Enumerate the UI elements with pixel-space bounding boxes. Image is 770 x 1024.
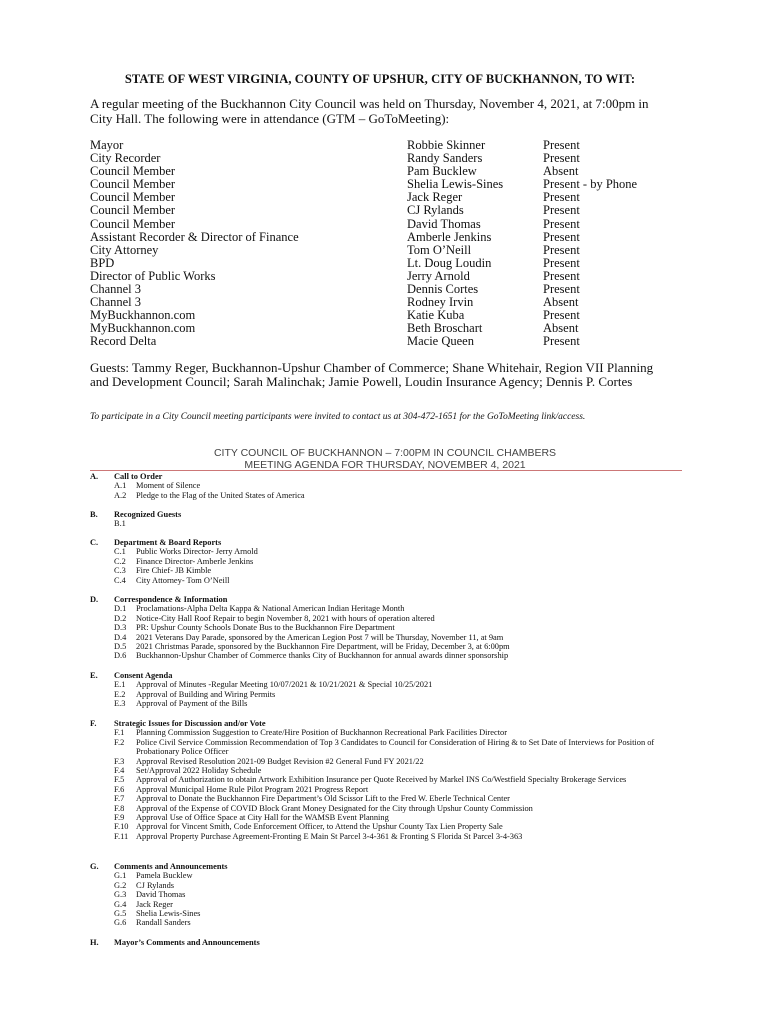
attendance-status: Present	[543, 203, 580, 218]
agenda-section-letter: E.	[90, 671, 98, 680]
attendance-name: Beth Broschart	[407, 321, 483, 336]
agenda-section-letter: H.	[90, 938, 99, 947]
attendance-role: MyBuckhannon.com	[90, 321, 196, 336]
attendance-role: Council Member	[90, 190, 176, 205]
agenda-item	[90, 651, 690, 660]
attendance-name: Robbie Skinner	[407, 138, 486, 152]
agenda-section-heading	[90, 719, 690, 728]
attendance-role: Record Delta	[90, 334, 157, 349]
attendance-name: Macie Queen	[407, 334, 474, 349]
agenda-section-title: Consent Agenda	[114, 671, 173, 680]
agenda-item-text: Approval Revised Resolution 2021-09 Budget Revision #2 General Fund FY 2021/22	[136, 756, 424, 766]
agenda-item	[90, 738, 690, 757]
agenda-item-code: G.1	[114, 871, 127, 881]
attendance-status: Present	[543, 242, 580, 257]
agenda-item	[90, 757, 690, 766]
attendance-name: Randy Sanders	[407, 151, 483, 166]
attendance-name: David Thomas	[407, 216, 481, 231]
agenda-section	[90, 472, 690, 500]
agenda-item-text: Finance Director- Amberle Jenkins	[136, 556, 254, 566]
agenda-item-code: F.1	[114, 728, 125, 738]
agenda-item	[90, 804, 690, 813]
attendance-status: Present	[543, 308, 580, 323]
attendance-name: Shelia Lewis-Sines	[407, 177, 504, 192]
agenda-item-code: F.3	[114, 756, 125, 766]
agenda-item	[90, 775, 690, 784]
agenda-item-text: Approval for Vincent Smith, Code Enforcement Officer, to Attend the Upshur County Tax Lien Property Sale	[136, 822, 503, 832]
agenda-item	[90, 566, 690, 575]
attendance-role: Assistant Recorder & Director of Finance	[90, 229, 299, 244]
guests-paragraph: Guests: Tammy Reger, Buckhannon-Upshur Chamber of Commerce; Shane Whitehair, Region VII Planning and Development Council; Sarah Malinchak; Jamie Powell, Loudin Insurance Agency; Dennis P. Cortes	[90, 360, 654, 390]
agenda-item-text: CJ Rylands	[136, 880, 175, 890]
agenda-item-code: F.8	[114, 803, 125, 813]
agenda-item-code: G.3	[114, 890, 127, 900]
agenda-item-code: A.1	[114, 481, 127, 491]
agenda-item-text: Moment of Silence	[136, 481, 201, 491]
agenda-item-code: F.5	[114, 775, 125, 785]
agenda-section-title: Mayor’s Comments and Announcements	[114, 938, 260, 947]
attendance-role: City Recorder	[90, 151, 161, 166]
agenda-section-letter: F.	[90, 719, 97, 728]
agenda-section-title: Strategic Issues for Discussion and/or Vote	[114, 719, 266, 728]
agenda-item-code: B.1	[114, 519, 126, 529]
agenda-item-code: G.5	[114, 909, 127, 919]
agenda-item-code: D.2	[114, 613, 127, 623]
attendance-row	[90, 204, 637, 217]
agenda-section-letter: B.	[90, 510, 98, 519]
agenda-item-text: PR: Upshur County Schools Donate Bus to the Buckhannon Fire Department	[136, 623, 395, 633]
agenda-item	[90, 822, 690, 831]
attendance-status: Absent	[543, 295, 579, 310]
agenda-item-text: Fire Chief- JB Kimble	[136, 566, 212, 576]
agenda-divider	[90, 470, 682, 471]
attendance-status: Present	[543, 255, 580, 270]
attendance-status: Present - by Phone	[543, 177, 638, 192]
agenda-item-code: F.6	[114, 784, 125, 794]
agenda-item-text	[136, 519, 690, 528]
agenda-item-code: D.5	[114, 642, 127, 652]
agenda-item	[90, 918, 690, 927]
agenda-item-text: Approval of Minutes -Regular Meeting 10/07/2021 & 10/21/2021 & Special 10/25/2021	[136, 680, 433, 690]
agenda-section	[90, 862, 690, 928]
attendance-status: Present	[543, 151, 580, 166]
agenda-item-code: F.2	[114, 737, 125, 747]
agenda-item	[90, 871, 690, 880]
agenda-item	[90, 623, 690, 632]
attendance-status: Absent	[543, 321, 579, 336]
attendance-role: Channel 3	[90, 295, 142, 310]
attendance-row	[90, 244, 637, 257]
agenda-item-code: F.10	[114, 822, 129, 832]
agenda-item-text: Notice-City Hall Roof Repair to begin November 8, 2021 with hours of operation altered	[136, 613, 435, 623]
agenda-item	[90, 557, 690, 566]
agenda-item	[90, 576, 690, 585]
agenda-item	[90, 766, 690, 775]
agenda-item-code: D.3	[114, 623, 127, 633]
agenda-item-text: David Thomas	[136, 890, 186, 900]
agenda-item-text: Approval of Building and Wiring Permits	[136, 689, 276, 699]
agenda-item	[90, 547, 690, 556]
agenda-item-code: C.3	[114, 566, 126, 576]
attendance-name: CJ Rylands	[407, 203, 464, 218]
agenda-section-heading	[90, 510, 690, 519]
agenda-item-text: Approval Property Purchase Agreement-Fronting E Main St Parcel 3-4-361 & Fronting S Florida St Parcel 3-4-363	[136, 831, 523, 841]
agenda-item	[90, 728, 690, 737]
attendance-role: Director of Public Works	[90, 268, 216, 283]
agenda-section-heading	[90, 472, 690, 481]
agenda-item-code: D.6	[114, 651, 127, 661]
agenda-item	[90, 633, 690, 642]
agenda-item-code: G.6	[114, 918, 127, 928]
agenda-item	[90, 813, 690, 822]
attendance-row	[90, 218, 637, 231]
agenda-item-text: Public Works Director- Jerry Arnold	[136, 547, 258, 557]
agenda-section-letter: C.	[90, 538, 99, 547]
agenda-section-heading	[90, 671, 690, 680]
agenda-item-code: A.2	[114, 490, 127, 500]
agenda-item-text: Approval to Donate the Buckhannon Fire Department’s Old Scissor Lift to the Fred W. Eberle Technical Center	[136, 794, 510, 804]
agenda-item	[90, 785, 690, 794]
agenda-item-text: Jack Reger	[136, 899, 173, 909]
agenda-item-code: C.1	[114, 547, 126, 557]
agenda-header-line1: CITY COUNCIL OF BUCKHANNON – 7:00PM IN COUNCIL CHAMBERS	[213, 447, 557, 459]
attendance-status: Present	[543, 138, 580, 152]
attendance-role: Council Member	[90, 164, 176, 179]
agenda-item	[90, 881, 690, 890]
attendance-role: Council Member	[90, 216, 176, 231]
agenda-item-text: 2021 Veterans Day Parade, sponsored by the American Legion Post 7 will be Thursday, November 11, at 9am	[136, 632, 504, 642]
agenda-section-letter: G.	[90, 862, 99, 871]
agenda-item-code: G.4	[114, 899, 127, 909]
agenda-item	[90, 699, 690, 708]
agenda-item-text: Planning Commission Suggestion to Create/Hire Position of Buckhannon Recreational Park Facilities Director	[136, 728, 508, 738]
agenda-item-code: E.3	[114, 699, 126, 709]
attendance-name: Dennis Cortes	[407, 282, 479, 297]
agenda-item-text: Approval Municipal Home Rule Pilot Program 2021 Progress Report	[136, 784, 369, 794]
agenda-item-code: F.4	[114, 766, 125, 776]
agenda-item-text: Randall Sanders	[136, 918, 191, 928]
attendance-status: Present	[543, 268, 580, 283]
agenda-item-text: Buckhannon-Upshur Chamber of Commerce thanks City of Buckhannon for annual awards dinner sponsorship	[136, 651, 509, 661]
agenda-item	[90, 909, 690, 918]
attendance-role: BPD	[90, 255, 115, 270]
agenda-item	[90, 481, 690, 490]
agenda-section	[90, 938, 690, 947]
agenda-section-letter: A.	[90, 472, 99, 481]
agenda-header-line2: MEETING AGENDA FOR THURSDAY, NOVEMBER 4, 2021	[244, 459, 526, 471]
agenda-item	[90, 832, 690, 841]
agenda-item	[90, 794, 690, 803]
attendance-name: Katie Kuba	[407, 308, 465, 323]
attendance-role: MyBuckhannon.com	[90, 308, 196, 323]
attendance-status: Present	[543, 334, 580, 349]
agenda-item-text: Pamela Bucklew	[136, 871, 193, 881]
agenda-item-text: City Attorney- Tom O’Neill	[136, 575, 230, 585]
agenda-item-code: E.1	[114, 680, 126, 690]
attendance-name: Rodney Irvin	[407, 295, 474, 310]
attendance-name: Jack Reger	[407, 190, 463, 205]
agenda-section-title: Recognized Guests	[114, 510, 182, 519]
agenda-item-text: Proclamations-Alpha Delta Kappa & National American Indian Heritage Month	[136, 604, 405, 614]
agenda-item-code: D.1	[114, 604, 127, 614]
attendance-name: Tom O’Neill	[407, 242, 472, 257]
attendance-status: Present	[543, 190, 580, 205]
attendance-status: Present	[543, 282, 580, 297]
agenda-section	[90, 719, 690, 841]
agenda-item-code: F.7	[114, 794, 125, 804]
agenda-item-text: Approval of Payment of the Bills	[136, 699, 248, 709]
agenda-item	[90, 890, 690, 899]
agenda-section-heading	[90, 595, 690, 604]
agenda-section-title: Comments and Announcements	[114, 862, 228, 871]
agenda-item-text: Approval Use of Office Space at City Hall for the WAMSB Event Planning	[136, 813, 389, 823]
document-title: STATE OF WEST VIRGINIA, COUNTY OF UPSHUR, CITY OF BUCKHANNON, TO WIT:	[124, 72, 636, 86]
agenda-item-text: Approval of Authorization to obtain Artwork Exhibition Insurance per Quote Received by Markel INS Co/Westfield Specialty Brokerage Services	[136, 775, 627, 785]
intro-paragraph: A regular meeting of the Buckhannon City Council was held on Thursday, November 4, 2021, at 7:00pm in City Hall. The following were in attendance (GTM – GoToMeeting):	[90, 96, 649, 126]
agenda-item-code: C.4	[114, 575, 126, 585]
agenda-item	[90, 680, 690, 689]
agenda-item-text: Shelia Lewis-Sines	[136, 909, 201, 919]
agenda-section-letter: D.	[90, 595, 99, 604]
attendance-role: Council Member	[90, 203, 176, 218]
attendance-role: City Attorney	[90, 242, 159, 257]
agenda-item-text: 2021 Christmas Parade, sponsored by the Buckhannon Fire Department, will be Friday, December 3, at 6:00pm	[136, 642, 510, 652]
agenda-item	[90, 900, 690, 909]
agenda-section-heading	[90, 538, 690, 547]
attendance-name: Pam Bucklew	[407, 164, 477, 179]
agenda-item	[90, 519, 690, 528]
agenda-item-code: C.2	[114, 556, 126, 566]
agenda-item-text: Pledge to the Flag of the United States of America	[136, 490, 305, 500]
attendance-row	[90, 335, 637, 348]
attendance-name: Lt. Doug Loudin	[407, 255, 492, 270]
agenda-section	[90, 671, 690, 709]
agenda-item	[90, 642, 690, 651]
attendance-status: Present	[543, 229, 580, 244]
agenda-header	[90, 447, 680, 471]
agenda-section-title: Department & Board Reports	[114, 538, 222, 547]
agenda-section	[90, 538, 690, 585]
attendance-name: Jerry Arnold	[407, 268, 470, 283]
agenda-section	[90, 595, 690, 661]
agenda-item	[90, 491, 690, 500]
agenda-item	[90, 690, 690, 699]
attendance-row	[90, 257, 637, 270]
attendance-role: Channel 3	[90, 282, 142, 297]
agenda-item-text: Police Civil Service Commission Recommendation of Top 3 Candidates to Council for Consideration of Hiring & to Set Date of Interviews for Position of Probationary Police Officer	[136, 737, 655, 757]
agenda-section-heading	[90, 938, 690, 947]
agenda-item-text: Set/Approval 2022 Holiday Schedule	[136, 766, 262, 776]
agenda-section-title: Correspondence & Information	[114, 595, 228, 604]
agenda-item-code: G.2	[114, 880, 127, 890]
agenda-item	[90, 604, 690, 613]
participation-note: To participate in a City Council meeting participants were invited to contact us at 304-472-1651 for the GoToMeeting link/access.	[90, 412, 586, 422]
attendance-name: Amberle Jenkins	[407, 229, 492, 244]
attendance-status: Present	[543, 216, 580, 231]
agenda-item	[90, 614, 690, 623]
agenda-section-heading	[90, 862, 690, 871]
attendance-row	[90, 231, 637, 244]
attendance-role: Mayor	[90, 138, 124, 152]
agenda-section	[90, 510, 690, 529]
attendance-table	[90, 139, 637, 349]
attendance-status: Absent	[543, 164, 579, 179]
agenda-section-title: Call to Order	[114, 472, 163, 481]
agenda-item-code: F.11	[114, 831, 129, 841]
agenda-item-code: E.2	[114, 689, 126, 699]
agenda-item-code: D.4	[114, 632, 127, 642]
agenda-item-text: Approval of the Expense of COVID Block Grant Money Designated for the City through Upshur County Commission	[136, 803, 533, 813]
attendance-role: Council Member	[90, 177, 176, 192]
agenda-item-code: F.9	[114, 813, 125, 823]
